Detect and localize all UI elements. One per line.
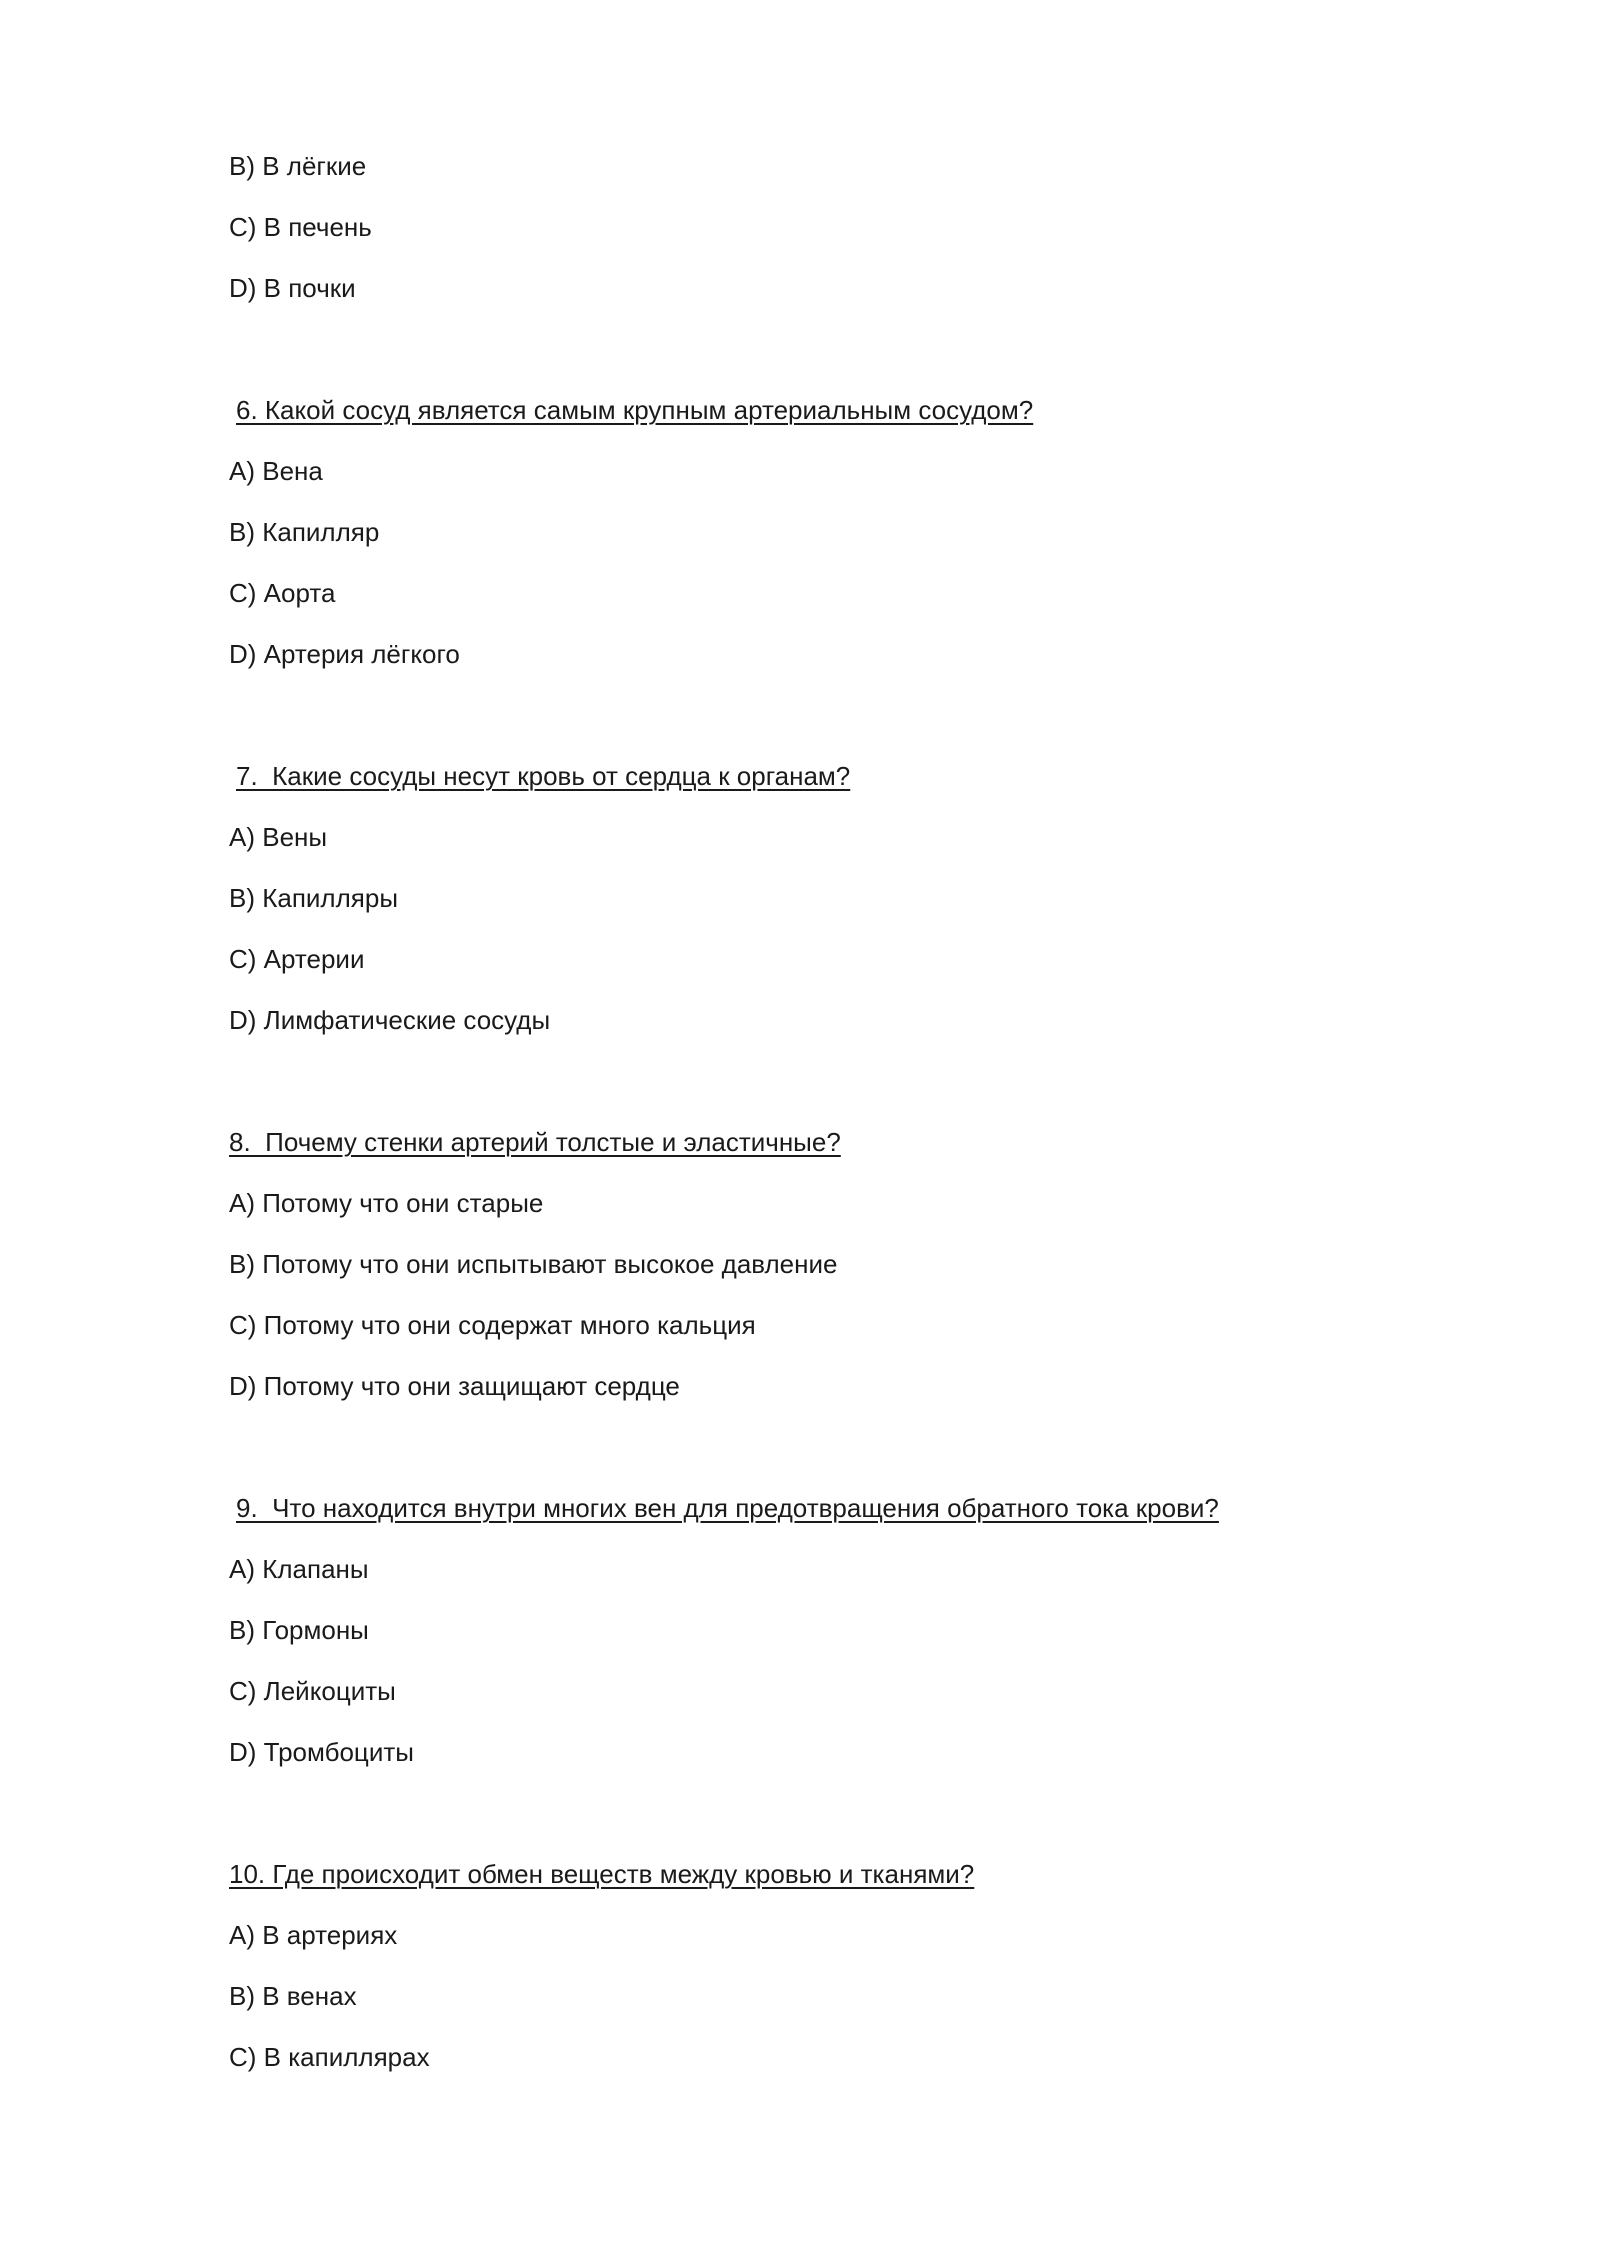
question-text: 10. Где происходит обмен веществ между кровью и тканями? bbox=[229, 1859, 975, 1889]
answer-option: B) Капилляры bbox=[229, 883, 398, 913]
question-10 bbox=[229, 1858, 1429, 2073]
answer-option: D) Потому что они защищают сердце bbox=[229, 1371, 680, 1401]
answer-option: A) Потому что они старые bbox=[229, 1188, 544, 1218]
answer-option: C) Артерии bbox=[229, 944, 365, 974]
answer-option: B) В лёгкие bbox=[229, 151, 367, 181]
question-7 bbox=[229, 760, 1429, 1036]
answer-option: B) Капилляр bbox=[229, 517, 380, 547]
question-6 bbox=[229, 394, 1429, 670]
answer-option: A) Вена bbox=[229, 456, 323, 486]
question-8 bbox=[229, 1126, 1429, 1402]
answer-option: A) Вены bbox=[229, 822, 328, 852]
answer-option: D) Тромбоциты bbox=[229, 1737, 414, 1767]
answer-option: B) Гормоны bbox=[229, 1615, 369, 1645]
question-5-continued bbox=[229, 150, 1429, 304]
answer-option: C) В печень bbox=[229, 212, 372, 242]
question-9 bbox=[229, 1492, 1429, 1768]
answer-option: C) В капиллярах bbox=[229, 2042, 430, 2072]
question-text: 8. Почему стенки артерий толстые и эластичные? bbox=[229, 1127, 841, 1157]
answer-option: D) В почки bbox=[229, 273, 356, 303]
answer-option: D) Артерия лёгкого bbox=[229, 639, 460, 669]
question-text: 7. Какие сосуды несут кровь от сердца к органам? bbox=[236, 761, 851, 791]
answer-option: C) Потому что они содержат много кальция bbox=[229, 1310, 756, 1340]
answer-option: B) Потому что они испытывают высокое давление bbox=[229, 1249, 838, 1279]
answer-option: C) Лейкоциты bbox=[229, 1676, 396, 1706]
answer-option: D) Лимфатические сосуды bbox=[229, 1005, 551, 1035]
answer-option: A) Клапаны bbox=[229, 1554, 369, 1584]
question-text: 6. Какой сосуд является самым крупным артериальным сосудом? bbox=[236, 395, 1034, 425]
quiz-content bbox=[229, 150, 1429, 2073]
answer-option: A) В артериях bbox=[229, 1920, 398, 1950]
question-text: 9. Что находится внутри многих вен для предотвращения обратного тока крови? bbox=[236, 1493, 1219, 1523]
answer-option: B) В венах bbox=[229, 1981, 357, 2011]
answer-option: C) Аорта bbox=[229, 578, 336, 608]
